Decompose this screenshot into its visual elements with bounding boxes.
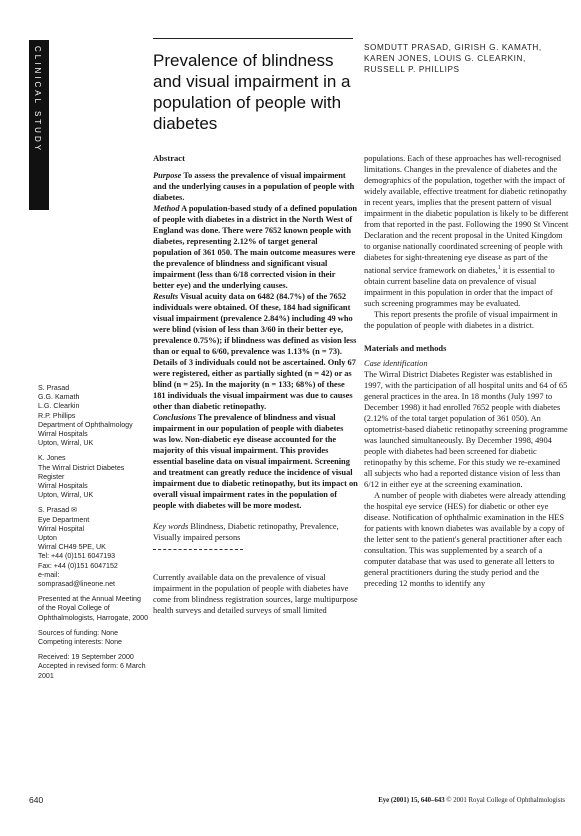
abstract-method [153,203,358,291]
abstract-results [153,291,358,412]
methods-paragraph-2: A number of people with diabetes were already attending the hospital eye service (HES) for diabetic or other eye disease. Notification of ophthalmic examination in the HES for patients with known diabetes was available by a copy of the letter sent to the patient's general practitioner after each consultation. This was supplemented by a search of a computer database that was used to generate all letters to general practitioners during the study period and the preceding 12 months to identify any [364,490,566,588]
funding-note: Sources of funding: None Competing interests: None [38,628,122,647]
abstract-heading: Abstract [153,153,185,163]
intro-right [364,153,569,331]
section-tab-label: CLINICAL STUDY [33,46,42,154]
purpose-text: To assess the prevalence of visual impairment and the underlying causes in a population of people with diabetes. [153,171,355,202]
keywords [153,521,358,543]
intro-left [153,572,358,616]
intro-text-a: populations. Each of these approaches has well-recognised limitations. Changes in the prevalence of diabetes and the demographics of the population, together with the impact of widely available, effective treatment for diabetic retinopathy in recent years, implies that the present pattern of visual impairment in the diabetic population is likely to be different from that reported in the past. Following the 1990 St Vincent Declaration and the recent proposal in the United Kingdom to organise nationally coordinated screening of people with diabetes for sight-threatening eye disease as part of the national service framework on diabetes, [364,154,569,275]
results-text: Visual acuity data on 6482 (84.7%) of the 7652 individuals were obtained. Of these, 184 had significant visual impairment (prevalence 2.84%) including 49 who were blind (vision of less than 3/60 in their better eye, prevalence 0.75%); if blindness was defined as vision less than or equal to 6/60, prevalence was 1.13% (n = 73). Details of 3 individuals could not be ascertained. Only 67 were registered, either as partially sighted (n = 42) or as blind (n = 25). In the majority (n = 133; 68%) of these 181 individuals the visual impairment was due to causes other than diabetic retinopathy. [153,292,357,411]
reference-marker: 1 [497,265,501,271]
methods-heading: Materials and methods [364,343,447,353]
journal-citation: Eye (2001) 15, 640–643 [378,797,445,804]
methods-paragraph-1: The Wirral District Diabetes Register was established in 1997, with the participation of all hospital units and 64 of 65 general practices in the area. In 18 months (July 1997 to December 1998) it had enrolled 7652 people with diabetes (2.12% of the total target population of 361 050). An optometrist-based diabetic retinopathy screening programme was launched simultaneously. By December 1998, 4904 people with diabetes had been screened for diabetic retinopathy by this scheme. For this study we re-examined all subjects who had a reported distance vision of less than 6/12 in either eye at the screening examination. [364,369,568,489]
intro-paragraph-2: This report presents the profile of visual impairment in the population of people with diabetes in a district. [364,309,558,330]
abstract-purpose [153,170,358,203]
intro-paragraph-1: Currently available data on the prevalence of visual impairment in the population of people with diabetes have come from blindness registration sources, large multipurpose health surveys and detailed surveys of small limited [153,573,358,615]
intro-text-b: it is essential to obtain current baseline data on prevalence of visual impairment in this population in order that the impact of such screening programmes may be evaluated. [364,265,555,308]
method-label: Method [153,204,180,213]
abstract-body [153,170,358,511]
section-tab [29,40,49,210]
affiliation-register: K. Jones The Wirral District Diabetes Register Wirral Hospitals Upton, Wirral, UK [38,454,125,500]
presentation-note: Presented at the Annual Meeting of the Royal College of Ophthalmologists, Harrogate, 2000 [38,595,149,622]
affiliation-authors: S. Prasad G.G. Kamath L.G. Clearkin R.P. Phillips Department of Ophthalmology Wirral Hospitals Upton, Wirral, UK [38,384,133,448]
copyright-notice: © 2001 Royal College of Ophthalmologists [444,797,565,804]
method-text: A population-based study of a defined population of people with diabetes in a district in the North West of England was done. There were 7652 known people with diabetes, representing 2.12% of target general population of 361 050. The main outcome measures were the prevalence of blindness and significant visual impairment (less than 6/18 corrected vision in their better eye) and the underlying causes. [153,204,358,290]
intro-paragraph-1-cont [364,153,569,309]
right-column [364,153,569,589]
methods-subheading: Case identification [364,358,428,368]
page-number: 640 [29,795,44,805]
received-dates: Received: 19 September 2000 Accepted in revised form: 6 March 2001 [38,653,146,680]
correspondence: S. Prasad ✉ Eye Department Wirral Hospital Upton Wirral CH49 5PE, UK Tel: +44 (0)151 6047193 Fax: +44 (0)151 6047152 e-mail: somprasad@lineone.net [38,506,118,589]
journal-footer [378,797,565,804]
author-list: SOMDUTT PRASAD, GIRISH G. KAMATH, KAREN JONES, LOUIS G. CLEARKIN, RUSSELL P. PHILLIPS [364,43,542,74]
left-column [153,153,358,616]
keywords-label: Key words [153,522,189,531]
article-title: Prevalence of blindness and visual impairment in a population of people with diabetes [153,51,351,133]
affiliations [38,384,148,687]
title-rule [153,38,353,39]
conclusions-text: The prevalence of blindness and visual impairment in our population of people with diabetes was low. Non-diabetic eye disease accounted for the majority of this visual impairment. This provides essential baseline data on visual impairment. Screening and treatment can greatly reduce the incidence of visual impairment due to diabetic retinopathy, but its impact on overall visual impairment rates in the population of people with diabetes will be more modest. [153,413,358,510]
results-label: Results [153,292,179,301]
purpose-label: Purpose [153,171,182,180]
abstract-conclusions [153,412,358,511]
methods-body [364,369,569,589]
keywords-text: Blindness, Diabetic retinopathy, Prevalence, Visually impaired persons [153,522,339,542]
divider [153,549,243,556]
conclusions-label: Conclusions [153,413,196,422]
